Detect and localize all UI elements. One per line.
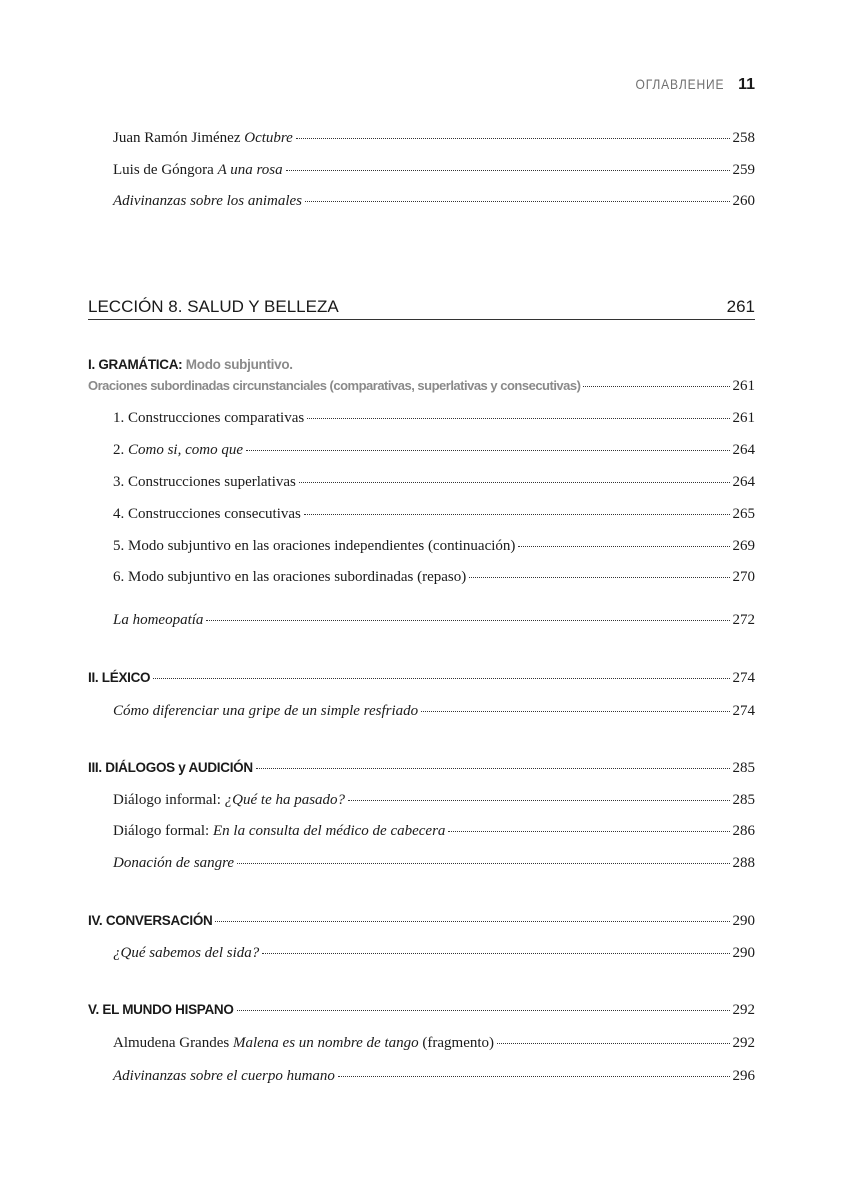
toc-entry[interactable]: Luis de Góngora A una rosa 259: [113, 162, 755, 178]
dot-leader: [206, 620, 729, 621]
entry-page: 260: [732, 193, 755, 209]
entry-page: 261: [732, 410, 755, 426]
entry-page: 288: [732, 855, 755, 871]
dot-leader: [338, 1076, 730, 1077]
entry-page: 272: [732, 612, 755, 628]
entry-page: 264: [732, 474, 755, 490]
toc-entry[interactable]: ¿Qué sabemos del sida? 290: [113, 945, 755, 961]
dot-leader: [237, 1010, 730, 1011]
entry-page: 292: [732, 1035, 755, 1051]
dot-leader: [246, 450, 730, 451]
dot-leader: [237, 863, 729, 864]
entry-page: 286: [732, 823, 755, 839]
lesson-page: 261: [726, 297, 755, 316]
dot-leader: [448, 831, 729, 832]
toc-entry[interactable]: 3. Construcciones superlativas 264: [113, 474, 755, 490]
dot-leader: [153, 678, 729, 679]
page-number: 11: [738, 76, 755, 93]
dot-leader: [262, 953, 729, 954]
toc-entry[interactable]: Adivinanzas sobre los animales 260: [113, 193, 755, 209]
entry-page: 258: [732, 130, 755, 146]
grammar-subtitle: Oraciones subordinadas circunstanciales (comparativas, superlativas y consecutivas): [88, 378, 581, 393]
toc-entry[interactable]: Diálogo formal: En la consulta del médico de cabecera 286: [113, 823, 755, 839]
entry-page: 259: [732, 162, 755, 178]
toc-entry[interactable]: Almudena Grandes Malena es un nombre de tango (fragmento) 292: [113, 1035, 755, 1051]
dot-leader: [497, 1043, 729, 1044]
dot-leader: [348, 800, 729, 801]
dot-leader: [469, 577, 729, 578]
dot-leader: [307, 418, 729, 419]
toc-entry[interactable]: Juan Ramón Jiménez Octubre 258: [113, 130, 755, 146]
toc-entry[interactable]: Cómo diferenciar una gripe de un simple resfriado 274: [113, 703, 755, 719]
dot-leader: [304, 514, 730, 515]
entry-page: 261: [732, 378, 755, 394]
section-heading-mundo-hispano[interactable]: V. EL MUNDO HISPANO 292: [88, 1002, 755, 1018]
dot-leader: [583, 386, 729, 387]
running-title: ОГЛАВЛЕНИЕ: [635, 76, 725, 92]
entry-page: 269: [732, 538, 755, 554]
entry-page: 270: [732, 569, 755, 585]
entry-page: 292: [732, 1002, 755, 1018]
section-heading-dialogos[interactable]: III. DIÁLOGOS y AUDICIÓN 285: [88, 760, 755, 776]
lesson-title: LECCIÓN 8. SALUD Y BELLEZA: [88, 297, 339, 316]
section-heading-grammar[interactable]: I. GRAMÁTICA: Modo subjuntivo.: [88, 357, 293, 372]
dot-leader: [421, 711, 729, 712]
entry-page: 290: [732, 945, 755, 961]
entry-page: 274: [732, 670, 755, 686]
toc-entry[interactable]: 6. Modo subjuntivo en las oraciones subordinadas (repaso) 270: [113, 569, 755, 585]
toc-entry[interactable]: La homeopatía 272: [113, 612, 755, 628]
entry-page: 274: [732, 703, 755, 719]
dot-leader: [305, 201, 729, 202]
toc-entry[interactable]: 2. Como si, como que 264: [113, 442, 755, 458]
section-heading-conversacion[interactable]: IV. CONVERSACIÓN 290: [88, 913, 755, 929]
entry-page: 265: [732, 506, 755, 522]
dot-leader: [518, 546, 729, 547]
dot-leader: [296, 138, 730, 139]
toc-entry[interactable]: 4. Construcciones consecutivas 265: [113, 506, 755, 522]
toc-entry[interactable]: Donación de sangre 288: [113, 855, 755, 871]
dot-leader: [215, 921, 729, 922]
entry-page: 285: [732, 792, 755, 808]
toc-entry[interactable]: 1. Construcciones comparativas 261: [113, 410, 755, 426]
dot-leader: [256, 768, 730, 769]
entry-page: 296: [732, 1068, 755, 1084]
grammar-subtitle-entry[interactable]: [88, 378, 755, 395]
entry-page: 264: [732, 442, 755, 458]
dot-leader: [299, 482, 730, 483]
lesson-heading[interactable]: [88, 297, 755, 320]
toc-entry[interactable]: Adivinanzas sobre el cuerpo humano 296: [113, 1068, 755, 1084]
toc-entry[interactable]: 5. Modo subjuntivo en las oraciones independientes (continuación) 269: [113, 538, 755, 554]
section-heading-lexico[interactable]: II. LÉXICO 274: [88, 670, 755, 686]
page-header: [621, 76, 755, 94]
entry-page: 290: [732, 913, 755, 929]
dot-leader: [286, 170, 730, 171]
entry-page: 285: [732, 760, 755, 776]
toc-entry[interactable]: Diálogo informal: ¿Qué te ha pasado? 285: [113, 792, 755, 808]
